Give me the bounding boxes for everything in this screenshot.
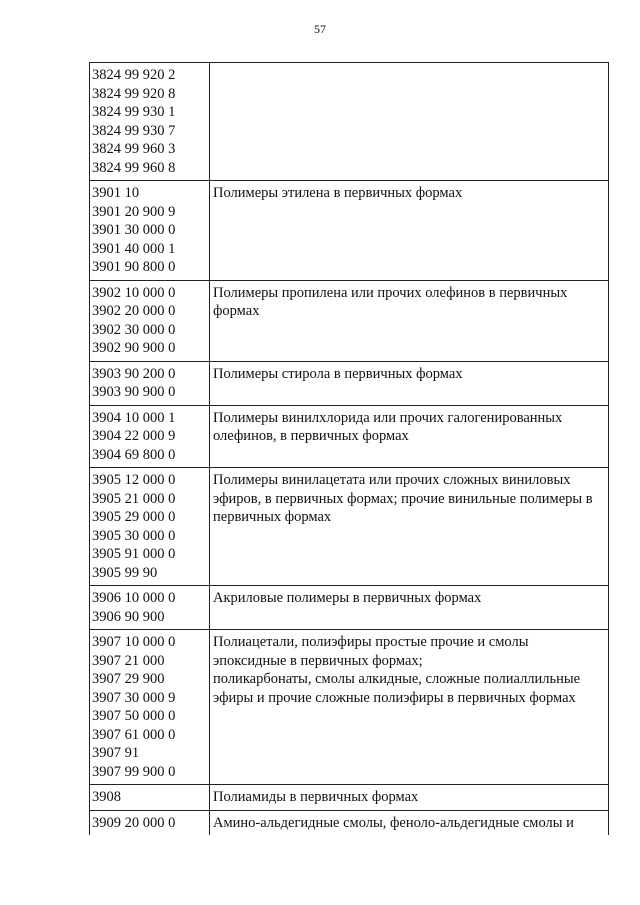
description-cell [210,181,609,281]
tariff-code: 3905 30 000 0 [92,527,176,544]
code-cell [90,63,210,181]
code-cell [90,810,210,835]
tariff-code: 3905 99 90 [92,564,158,581]
description-cell [210,785,609,811]
code-cell [90,785,210,811]
product-description: Полиамиды в первичных формах [213,789,419,805]
tariff-code: 3906 90 900 [92,608,165,625]
tariff-code: 3904 69 800 0 [92,446,176,463]
tariff-code: 3901 90 800 0 [92,259,176,275]
code-cell [90,280,210,361]
tariff-code-table [89,62,609,835]
tariff-code: 3902 10 000 0 [92,284,176,301]
product-description: Амино-альдегидные смолы, феноло-альдегидные смолы и [213,814,574,831]
table-row [90,405,609,468]
table-row [90,181,609,281]
description-cell [210,280,609,361]
table-body [90,63,609,836]
tariff-code: 3908 [92,789,121,805]
code-cell [90,361,210,405]
table-row [90,630,609,785]
tariff-code: 3901 10 [92,185,140,201]
tariff-code: 3905 29 000 0 [92,509,176,525]
tariff-code: 3824 99 930 1 [92,104,176,120]
tariff-code: 3907 29 900 [92,671,165,687]
product-description: Полимеры винилхлорида или прочих галогенированных олефинов, в первичных формах [213,409,563,444]
tariff-code: 3907 99 900 0 [92,763,176,780]
tariff-code: 3903 90 900 0 [92,384,176,400]
tariff-code: 3905 12 000 0 [92,472,176,488]
tariff-code: 3907 91 [92,745,140,761]
tariff-code: 3904 10 000 1 [92,409,176,426]
tariff-code: 3903 90 200 0 [92,365,176,382]
product-description: Полимеры пропилена или прочих олефинов в первичных формах [213,284,568,319]
tariff-code: 3824 99 920 2 [92,67,176,83]
tariff-code: 3902 20 000 0 [92,303,176,319]
product-description: Полимеры стирола в первичных формах [213,365,463,382]
product-description: поликарбонаты, смолы алкидные, сложные полиаллильные эфиры и прочие сложные полиэфиры в первичных формах [213,671,581,706]
description-cell [210,630,609,785]
tariff-code: 3902 90 900 0 [92,340,176,356]
tariff-code: 3904 22 000 9 [92,428,176,444]
code-cell [90,630,210,785]
table-row [90,810,609,835]
product-description: Полиацетали, полиэфиры простые прочие и смолы эпоксидные в первичных формах; [213,634,529,669]
code-cell [90,586,210,630]
table-row [90,361,609,405]
tariff-code: 3907 50 000 0 [92,708,176,724]
description-cell [210,63,609,181]
description-cell [210,468,609,586]
code-cell [90,181,210,281]
code-cell [90,405,210,468]
table-row [90,468,609,586]
tariff-code: 3907 21 000 [92,652,165,669]
product-description: Полимеры этилена в первичных формах [213,185,463,201]
table-row [90,63,609,181]
table-row [90,785,609,811]
tariff-code: 3824 99 920 8 [92,85,176,102]
product-description: Полимеры винилацетата или прочих сложных виниловых эфиров, в первичных формах; прочие винильные полимеры в первичных формах [213,472,593,525]
tariff-code: 3907 61 000 0 [92,726,176,743]
table-row [90,586,609,630]
description-cell [210,810,609,835]
tariff-code: 3824 99 960 3 [92,141,176,157]
tariff-code: 3905 91 000 0 [92,546,176,562]
tariff-code: 3905 21 000 0 [92,490,176,507]
tariff-code: 3906 10 000 0 [92,590,176,606]
product-description: Акриловые полимеры в первичных формах [213,590,482,606]
code-cell [90,468,210,586]
description-cell [210,405,609,468]
description-cell [210,586,609,630]
tariff-code: 3824 99 960 8 [92,159,176,176]
table-row [90,280,609,361]
tariff-code: 3909 20 000 0 [92,814,176,831]
page-number: 57 [314,22,326,36]
tariff-code: 3902 30 000 0 [92,321,176,338]
tariff-code: 3824 99 930 7 [92,122,176,139]
tariff-code: 3901 30 000 0 [92,222,176,238]
tariff-code: 3907 10 000 0 [92,634,176,650]
tariff-code: 3907 30 000 9 [92,689,176,706]
tariff-code: 3901 20 900 9 [92,203,176,220]
description-cell [210,361,609,405]
tariff-code: 3901 40 000 1 [92,240,176,257]
